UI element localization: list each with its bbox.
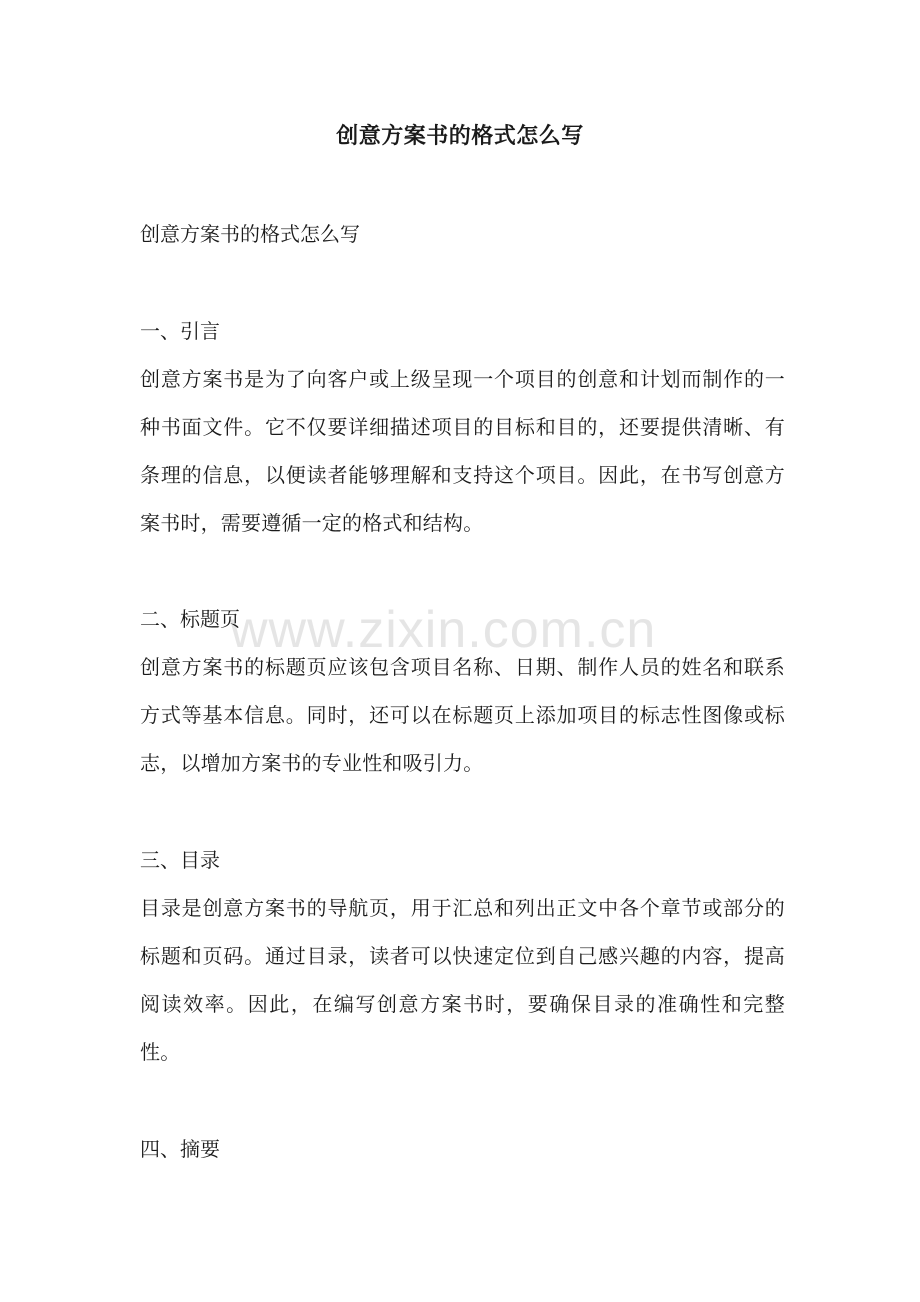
section-title-page [140,601,785,787]
section-abstract [140,1131,785,1167]
section-heading: 四、摘要 [140,1137,220,1161]
section-paragraph: 创意方案书的标题页应该包含项目名称、日期、制作人员的姓名和联系方式等基本信息。同时，还可以在标题页上添加项目的标志性图像或标志，以增加方案书的专业性和吸引力。 [140,655,785,775]
section-paragraph: 目录是创意方案书的导航页，用于汇总和列出正文中各个章节或部分的标题和页码。通过目录，读者可以快速定位到自己感兴趣的内容，提高阅读效率。因此，在编写创意方案书时，要确保目录的准确性和完整性。 [140,896,785,1064]
document-title: 创意方案书的格式怎么写 [336,123,584,149]
watermark: www.zixin.com.cn [230,601,657,659]
section-paragraph: 创意方案书是为了向客户或上级呈现一个项目的创意和计划而制作的一种书面文件。它不仅要详细描述项目的目标和目的，还要提供清晰、有条理的信息，以便读者能够理解和支持这个项目。因此，在书写创意方案书时，需要遵循一定的格式和结构。 [140,367,785,535]
section-heading: 三、目录 [140,848,220,872]
document-subtitle: 创意方案书的格式怎么写 [140,222,360,246]
section-heading: 一、引言 [140,319,220,343]
section-table-of-contents [140,842,785,1076]
section-introduction [140,313,785,547]
section-heading: 二、标题页 [140,607,240,631]
